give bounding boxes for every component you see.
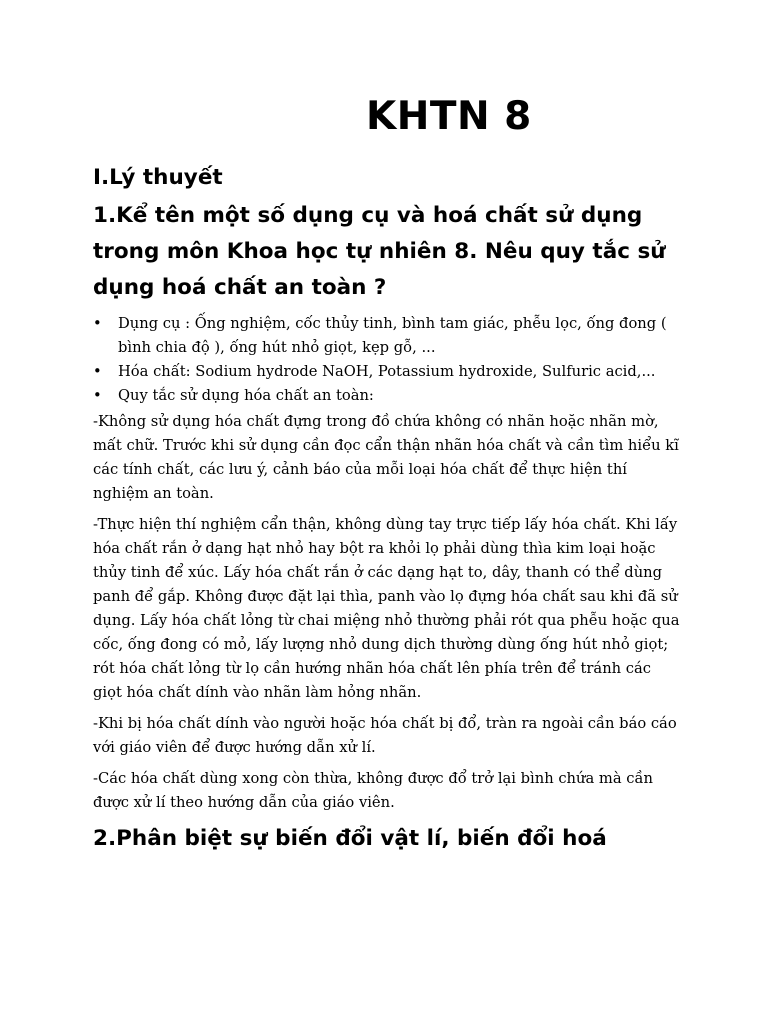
- paragraph-spills: -Khi bị hóa chất dính vào người hoặc hóa chất bị đổ, tràn ra ngoài cần báo cáo với giáo viên để được hướng dẫn xử lí.: [93, 715, 677, 756]
- bullet-item-chemicals: • Hóa chất: Sodium hydrode NaOH, Potassium hydroxide, Sulfuric acid,...: [93, 360, 683, 384]
- document-title: KHTN 8: [366, 94, 532, 139]
- bullet-item-tools: • Dụng cụ : Ống nghiệm, cốc thủy tinh, bình tam giác, phễu lọc, ống đong ( bình chia độ ), ống hút nhỏ giọt, kẹp gỗ, ...: [93, 312, 683, 360]
- paragraph-leftovers: -Các hóa chất dùng xong còn thừa, không được đổ trở lại bình chứa mà cần được xử lí theo hướng dẫn của giáo viên.: [93, 770, 653, 811]
- bullet-list: [93, 312, 683, 408]
- question-1-heading: 1.Kể tên một số dụng cụ và hoá chất sử dụng trong môn Khoa học tự nhiên 8. Nêu quy tắc sử dụng hoá chất an toàn ?: [93, 203, 666, 300]
- paragraph-handling: -Thực hiện thí nghiệm cẩn thận, không dùng tay trực tiếp lấy hóa chất. Khi lấy hóa chất rắn ở dạng hạt nhỏ hay bột ra khỏi lọ phải dùng thìa kim loại hoặc thủy tinh để xúc. Lấy hóa chất rắn ở các dạng hạt to, dây, thanh có thể dùng panh để gắp. Không được đặt lại thìa, panh vào lọ đựng hóa chất sau khi đã sử dụng. Lấy hóa chất lỏng từ chai miệng nhỏ thường phải rót qua phễu hoặc qua cốc, ống đong có mỏ, lấy lượng nhỏ dung dịch thường dùng ống hút nhỏ giọt; rót hóa chất lỏng từ lọ cần hướng nhãn hóa chất lên phía trên để tránh các giọt hóa chất dính vào nhãn làm hỏng nhãn.: [93, 516, 680, 701]
- paragraph-labels: -Không sử dụng hóa chất đựng trong đồ chứa không có nhãn hoặc nhãn mờ, mất chữ. Trước khi sử dụng cần đọc cẩn thận nhãn hóa chất và cần tìm hiểu kĩ các tính chất, các lưu ý, cảnh báo của mỗi loại hóa chất để thực hiện thí nghiệm an toàn.: [93, 413, 679, 502]
- section-heading: I.Lý thuyết: [93, 165, 223, 190]
- bullet-item-safety-rules: • Quy tắc sử dụng hóa chất an toàn:: [93, 384, 683, 408]
- document-body: [93, 162, 683, 855]
- question-2-heading: 2.Phân biệt sự biến đổi vật lí, biến đổi hoá: [93, 826, 607, 851]
